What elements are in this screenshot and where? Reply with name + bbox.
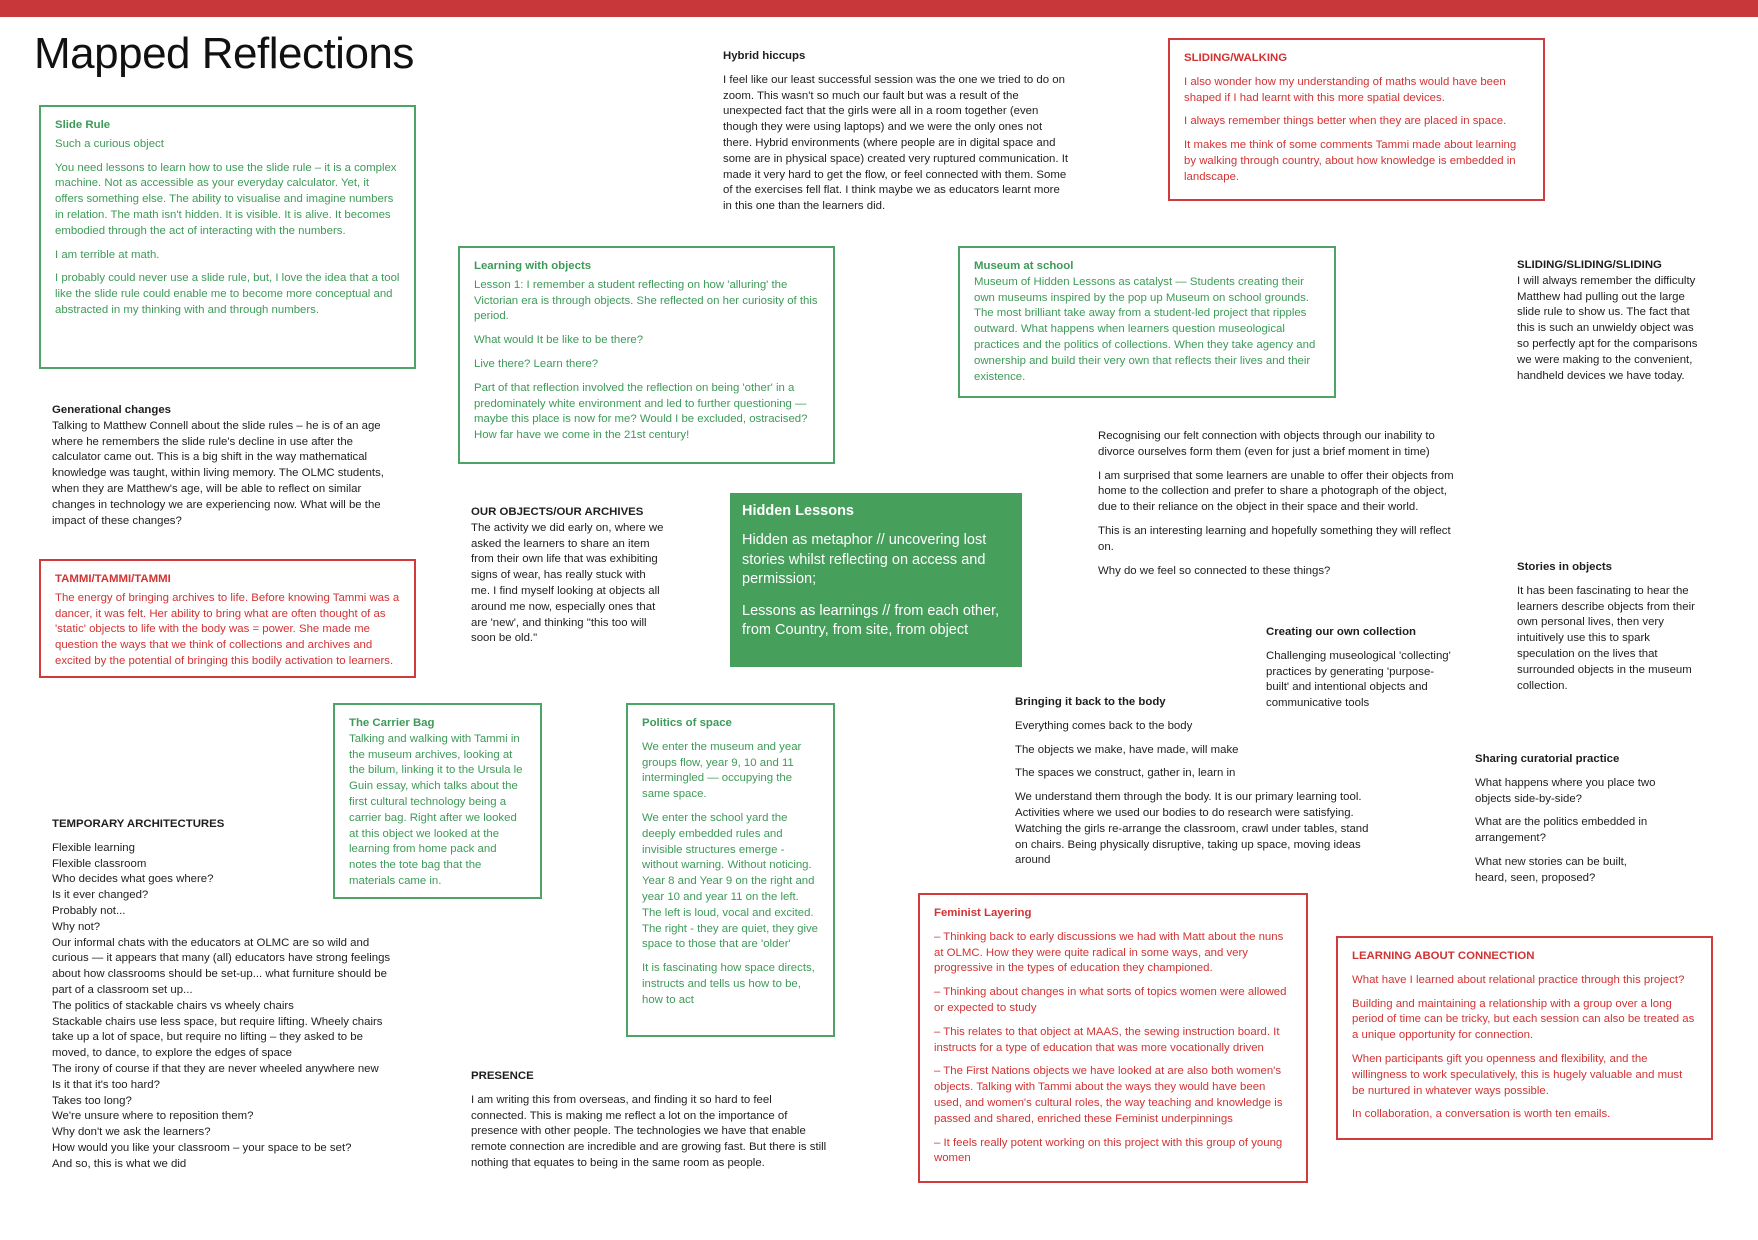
our-objects-heading: OUR OBJECTS/OUR ARCHIVES [471,506,644,518]
body-p2: The objects we make, have made, will make [1015,743,1239,756]
tammi-heading: TAMMI/TAMMI/TAMMI [55,573,171,585]
politics-space-p2: We enter the school yard the deeply embedded rules and invisible structures emerge - without warning. Without noticing. Year 8 and Year 9 on the right and year 10 and year 11 on the left. The left is loud, vocal and excited. The right - they are quiet, they give space to those that are 'older' [642,811,819,951]
temporary-line: The irony of course if that they are never wheeled anywhere new [52,1062,379,1075]
learning-objects-p1: Lesson 1: I remember a student reflecting on how 'alluring' the Victorian era is through objects. She reflected on her curiosity of this period. [474,278,818,323]
body-p3: The spaces we construct, gather in, learn in [1015,767,1236,780]
generational-changes-section [52,403,402,529]
hidden-lessons-heading: Hidden Lessons [742,503,854,519]
hybrid-heading: Hybrid hiccups [723,50,806,62]
sliding-walking-p3: It makes me think of some comments Tammi made about learning by walking through country, about how knowledge is embedded in landscape. [1184,139,1517,183]
temporary-line: Stackable chairs use less space, but require lifting. Wheely chairs take up a lot of space, but require no lifting – they asked to be moved, to dance, to explore the edges of space [52,1015,383,1060]
slide-rule-p2: You need lessons to learn how to use the slide rule – it is a complex machine. Not as accessible as your everyday calculator. Yet, it offers something else. The ability to visualise and imagine numbers in relation. The math isn't hidden. It is visible. It is alive. It becomes embodied through the act of interacting with the numbers. [55,161,397,237]
page-title: Mapped Reflections [34,29,414,78]
recognising-p1: Recognising our felt connection with objects through our inability to divorce ourselves form them (even for just a brief moment in time) [1098,430,1435,458]
curatorial-p3: What new stories can be built, heard, seen, proposed? [1475,855,1627,884]
connection-p2: Building and maintaining a relationship with a group over a long period of time can be tricky, but each session can also be treated as a unique opportunity for connection. [1352,997,1695,1042]
temporary-line: Our informal chats with the educators at OLMC are so wild and curious — it appears that many (all) educators have strong feelings about how classrooms should be set-up... what furniture should be part of a classroom set up... [52,936,391,996]
slide-rule-card [39,105,416,369]
feminist-heading: Feminist Layering [934,907,1032,919]
temporary-line: Who decides what goes where? [52,873,214,886]
temporary-line: We're unsure where to reposition them? [52,1110,254,1123]
connection-heading: LEARNING ABOUT CONNECTION [1352,950,1535,962]
feminist-p4: – The First Nations objects we have looked at are also both women's objects. Talking with Tammi about the ways they would have been used, and women's cultural roles, the way teaching and knowledge is passed and shared, enriched these Feminist underpinnings [934,1065,1283,1125]
recognising-section [1098,429,1454,579]
connection-p1: What have I learned about relational practice through this project? [1352,973,1685,986]
learning-with-objects-card [458,246,835,464]
learning-connection-card [1336,936,1713,1140]
stories-p1: It has been fascinating to hear the learners describe objects from their own personal lives, then very intuitively use this to spark speculation on the lives that surrounded objects in the museum collection. [1517,584,1695,692]
politics-space-p1: We enter the museum and year groups flow, year 9, 10 and 11 intermingled — occupying the same space. [642,740,802,801]
temporary-line: How would you like your classroom – your space to be set? [52,1141,352,1154]
temporary-line: Flexible learning [52,841,135,854]
recognising-p3: This is an interesting learning and hopefully something they will reflect on. [1098,524,1451,553]
body-section [1015,695,1371,869]
temporary-line: The politics of stackable chairs vs wheely chairs [52,999,294,1012]
temporary-line: Is it ever changed? [52,889,149,902]
presence-heading: PRESENCE [471,1070,534,1082]
own-collection-p1: Challenging museological 'collecting' practices by generating 'purpose-built' and intentional objects and communicative tools [1266,649,1451,710]
curatorial-heading: Sharing curatorial practice [1475,753,1620,765]
sliding-walking-p1: I also wonder how my understanding of maths would have been shaped if I had learnt with this more spatial devices. [1184,75,1506,104]
curatorial-p1: What happens where you place two objects side-by-side? [1475,776,1656,805]
temporary-line: Why not? [52,920,101,933]
temporary-line: Flexible classroom [52,857,147,870]
temporary-line: Why don't we ask the learners? [52,1126,211,1139]
tammi-p1: The energy of bringing archives to life. Before knowing Tammi was a dancer, it was felt. Her ability to bring what are often thought of as 'static' objects to life with the body was = power. She made me question the ways that we think of collections and archives and excited by the potential of bringing this bodily activation to learners. [55,591,400,667]
temporary-line: Takes too long? [52,1094,132,1107]
hidden-lessons-panel [730,493,1022,667]
politics-space-heading: Politics of space [642,717,732,729]
hidden-lessons-p2: Lessons as learnings // from each other, from Country, from site, from object [742,602,1000,638]
feminist-p5: – It feels really potent working on this project with this group of young women [934,1136,1283,1165]
carrier-bag-p1: Talking and walking with Tammi in the museum archives, looking at the bilum, linking it to the Ursula le Guin essay, which talks about the first cultural technology being a carrier bag. Right after we looked at this object we looked at the learning from home pack and notes the tote bag that the materials came in. [349,732,523,887]
museum-at-school-card [958,246,1336,398]
hidden-lessons-p1: Hidden as metaphor // uncovering lost stories whilst reflecting on access and permission; [742,532,987,587]
politics-of-space-card [626,703,835,1037]
slide-rule-p4: I probably could never use a slide rule, but, I love the idea that a tool like the slide rule could enable me to become more conceptual and abstracted in my thinking with and through numbers. [55,272,400,316]
stories-in-objects-section [1517,560,1703,694]
slide-rule-p3: I am terrible at math. [55,248,160,261]
sliding-walking-p2: I always remember things better when they are placed in space. [1184,115,1507,128]
feminist-p2: – Thinking about changes in what sorts of topics women were allowed or expected to study [934,986,1287,1014]
learning-objects-p3: Live there? Learn there? [474,357,599,370]
body-p4: We understand them through the body. It is our primary learning tool. Activities where we used our bodies to do research were satisfying. Watching the girls re-arrange the classroom, crawl under tables, stand on chairs. Being physically disruptive, taking up space, moving ideas around [1015,791,1369,867]
museum-school-heading: Museum at school [974,260,1074,272]
museum-school-p1: Museum of Hidden Lessons as catalyst — Students creating their own museums inspired by the pop up Museum on school grounds. The most brilliant take away from a student-led project that ripples outward. What happens when learners question museological practices and the politics of collections. When they take agency and ownership and build their very own that reflects their lives and their existence. [974,275,1316,383]
our-objects-p1: The activity we did early on, where we asked the learners to share an item from their own life that was exhibiting signs of wear, has really stuck with me. I find myself looking at objects all around me now, especially ones that are 'new', and thinking "this too will soon be old." [471,521,664,645]
body-heading: Bringing it back to the body [1015,696,1166,708]
temporary-line: And so, this is what we did [52,1157,187,1170]
slide-rule-p1: Such a curious object [55,137,164,150]
generational-heading: Generational changes [52,404,172,416]
sliding3-heading: SLIDING/SLIDING/SLIDING [1517,259,1662,271]
learning-objects-heading: Learning with objects [474,260,592,272]
carrier-bag-card [333,703,542,899]
own-collection-heading: Creating our own collection [1266,626,1416,638]
body-p1: Everything comes back to the body [1015,719,1193,732]
sliding-walking-heading: SLIDING/WALKING [1184,52,1288,64]
hybrid-hiccups-section [723,49,1071,215]
our-objects-section [471,505,667,647]
feminist-p3: – This relates to that object at MAAS, the sewing instruction board. It instructs for a type of education that was more vocationally driven [934,1025,1280,1054]
generational-p1: Talking to Matthew Connell about the slide rules – he is of an age where he remembers the slide rule's decline in use after the calculator came out. This is a big shift in the way mathematical knowledge was taught, within living memory. The OLMC students, when they are Matthew's age, will be able to reflect on similar changes in technology we are experiencing now. What will be the impact of these changes? [52,419,384,527]
recognising-p2: I am surprised that some learners are unable to offer their objects from home to the collection and prefer to share a photograph of the object, due to their reliance on the object in their space and their world. [1098,469,1454,514]
temporary-line: Probably not... [52,904,126,917]
curatorial-section [1475,752,1660,887]
slide-rule-heading: Slide Rule [55,119,111,131]
temporary-heading: TEMPORARY ARCHITECTURES [52,818,225,830]
learning-objects-p2: What would It be like to be there? [474,334,644,347]
curatorial-p2: What are the politics embedded in arrangement? [1475,816,1648,845]
presence-section [471,1069,827,1172]
carrier-bag-heading: The Carrier Bag [349,717,435,729]
hybrid-p1: I feel like our least successful session was the one we tried to do on zoom. This wasn't so much our fault but was a result of the unexpected fact that the girls were all in a room together (even though they were using laptops) and we were the only ones not there. Hybrid environments (where people are in digital space and some are in physical space) created very ruptured communication. It made it very hard to get the flow, or feel connected with them. Some of the exercises fell flat. I think maybe we as educators learnt more in this one than the learners did. [723,73,1069,213]
stories-heading: Stories in objects [1517,561,1612,573]
temporary-line: Is it that it's too hard? [52,1078,160,1091]
sliding3-p1: I will always remember the difficulty Matthew had pulling out the large slide rule to show us. The fact that this is such an unwieldy object was so perfectly apt for the comparisons we were making to the convenient, handheld devices we have today. [1517,274,1698,382]
politics-space-p3: It is fascinating how space directs, instructs and tells us how to be, how to act [642,962,815,1006]
connection-p4: In collaboration, a conversation is worth ten emails. [1352,1108,1611,1121]
connection-p3: When participants gift you openness and flexibility, and the willingness to work speculatively, this is hugely valuable and must be nurtured in whatever ways possible. [1352,1052,1683,1097]
sliding-walking-card [1168,38,1545,201]
feminist-layering-card [918,893,1308,1183]
feminist-p1: – Thinking back to early discussions we had with Matt about the nuns at OLMC. How they were quite radical in some ways, and very progressive in the types of education they championed. [934,930,1284,975]
learning-objects-p4: Part of that reflection involved the reflection on being 'other' in a predominately white environment and led to further questioning — maybe this place is now for me? Would I be excluded, ostracised? How far have we come in the 21st century! [474,381,808,442]
presence-p1: I am writing this from overseas, and finding it so hard to feel connected. This is making me reflect a lot on the importance of presence with other people. The technologies we have that enable remote connection are incredible and are growing fast. But there is still nothing that equates to being in the same room as people. [471,1093,827,1169]
sliding-sliding-section [1517,258,1703,384]
tammi-card [39,559,416,678]
recognising-p4: Why do we feel so connected to these things? [1098,564,1331,577]
top-accent-bar [0,0,1758,17]
